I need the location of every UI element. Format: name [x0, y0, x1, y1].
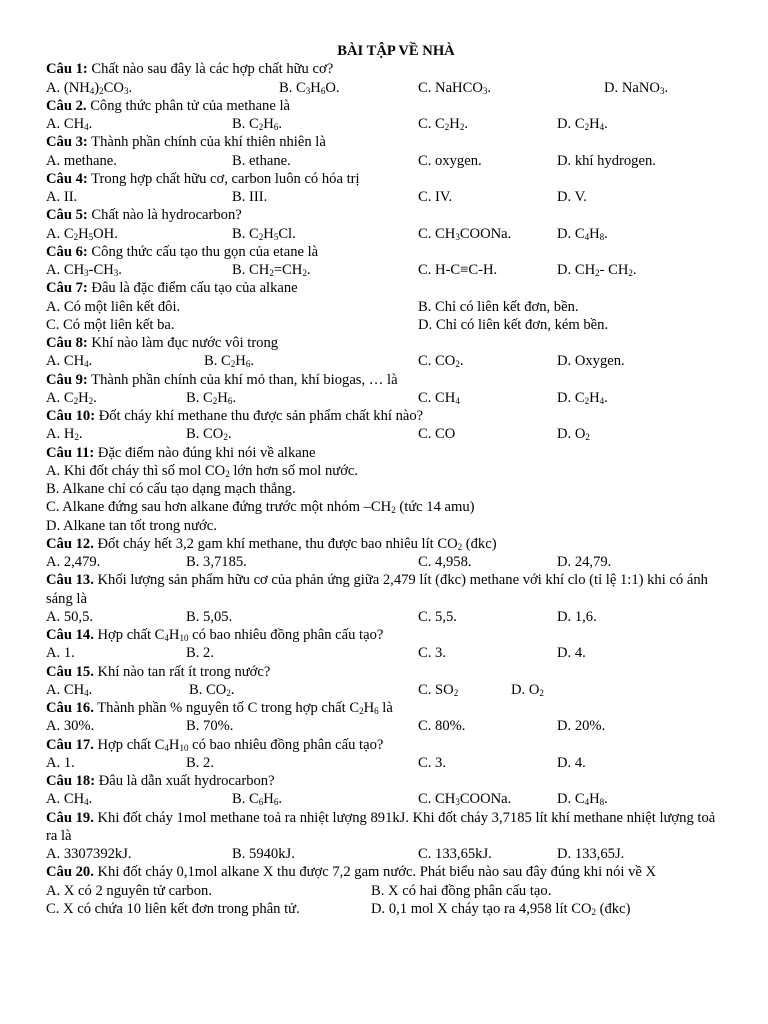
answer-option-d: D. $O_2$ — [511, 681, 544, 698]
answer-option-b: B. $C_2H_6$. — [186, 389, 236, 406]
question-label: Câu 18: — [46, 773, 96, 789]
question-label: Câu 4: — [46, 170, 88, 187]
answer-option-b: B. 5940kJ. — [232, 846, 295, 862]
question-text: Khi đốt cháy 1mol methane toả ra nhiệt lượng 891kJ. Khi đốt cháy 3,7185 lít khí methane nhiệt lượng toả ra là — [46, 809, 716, 844]
options-row — [46, 115, 726, 133]
answer-option-c: C. NaHCO$_3$. — [418, 79, 492, 96]
answer-option-c: C. $CH_3COONa$. — [418, 225, 512, 242]
answer-option-b: B. $CO_2$. — [189, 681, 235, 698]
answer-option-d: D. 1,6. — [557, 608, 597, 625]
question-13 — [46, 571, 726, 608]
answer-option-b: B. 3,7185. — [186, 554, 247, 570]
answer-option-d: D. 20%. — [557, 718, 606, 735]
question-text: Khí nào làm đục nước vôi trong — [87, 335, 279, 351]
question-10 — [46, 407, 726, 425]
question-8 — [46, 334, 726, 352]
question-text: Khối lượng sản phẩm hữu cơ của phản ứng giữa 2,479 lít (đkc) methane với khí clo (tỉ lệ 1:1) khi có ánh sáng là — [46, 572, 708, 607]
question-text: Chất nào sau đây là các hợp chất hữu cơ? — [87, 61, 334, 78]
answer-option-d: D. 4. — [557, 645, 586, 662]
options-row — [46, 425, 726, 443]
question-1 — [46, 60, 726, 78]
answer-option-a: A. $CH_4$. — [46, 791, 93, 808]
answer-option-b: B. 2. — [186, 645, 214, 662]
question-16 — [46, 699, 726, 717]
question-text: Công thức phân tử của methane là — [86, 97, 290, 114]
question-text: Chất nào là hydrocarbon? — [87, 207, 242, 224]
question-label: Câu 19. — [46, 809, 94, 826]
answer-option-c: C. $CH_4$ — [418, 389, 460, 406]
answer-option-a: A. 1. — [46, 754, 75, 771]
options-row — [46, 389, 726, 407]
answer-option-d: D. $C_2H_4$. — [557, 389, 608, 406]
answer-option-c: C. 5,5. — [418, 608, 457, 625]
answer-option-a: A. methane. — [46, 152, 117, 169]
question-14 — [46, 626, 726, 644]
answer-option-d: D. khí hydrogen. — [557, 152, 656, 169]
question-text: Đốt cháy khí methane thu được sản phẩm chất khí nào? — [95, 408, 424, 424]
options-row — [46, 882, 726, 900]
answer-option-a: A. $C_2H_2$. — [46, 389, 97, 406]
question-label: Câu 2. — [46, 97, 87, 114]
options-row — [46, 225, 726, 243]
question-17 — [46, 736, 726, 754]
options-row — [46, 480, 726, 498]
exercise-sheet — [46, 42, 726, 918]
answer-option-b: B. $CH_2=CH_2$. — [232, 262, 311, 278]
answer-option-b: B. $C_6H_6$. — [232, 791, 282, 808]
question-label: Câu 3: — [46, 134, 88, 151]
question-text: Đâu là dẫn xuất hydrocarbon? — [95, 773, 275, 789]
answer-option-b: B. $C_3H_6O$. — [279, 79, 340, 96]
answer-option-d: D. Oxygen. — [557, 353, 625, 370]
question-4 — [46, 170, 726, 188]
options-row — [46, 845, 726, 863]
question-5 — [46, 206, 726, 224]
answer-option-b: B. Chỉ có liên kết đơn, bền. — [418, 298, 579, 315]
question-label: Câu 11: — [46, 444, 95, 461]
answer-option-b: B. $CO_2$. — [186, 426, 232, 443]
question-label: Câu 17. — [46, 736, 94, 753]
question-2 — [46, 97, 726, 115]
question-19 — [46, 809, 726, 846]
question-label: Câu 10: — [46, 408, 96, 424]
page-title: BÀI TẬP VỀ NHÀ — [337, 43, 455, 59]
answer-option-d: D. V. — [557, 189, 587, 205]
answer-option-c: C. CO — [418, 426, 456, 443]
options-row — [46, 498, 726, 516]
answer-option-a: A. Khi đốt cháy thì số mol $CO_2$ lớn hơn số mol nước. — [46, 462, 359, 479]
answer-option-d: D. NaNO$_3$. — [604, 79, 669, 96]
answer-option-a: A. $H_2$. — [46, 426, 83, 443]
answer-option-a: A. 1. — [46, 645, 75, 662]
question-label: Câu 6: — [46, 243, 88, 260]
question-label: Câu 20. — [46, 864, 94, 881]
options-row — [46, 900, 726, 918]
answer-option-c: C. 4,958. — [418, 554, 472, 570]
answer-option-a: A. $CH_4$. — [46, 116, 93, 132]
question-text: Đốt cháy hết 3,2 gam khí methane, thu được bao nhiêu lít $CO_2$ (đkc) — [93, 535, 497, 552]
answer-option-d: D. 24,79. — [557, 554, 612, 570]
options-row — [46, 681, 726, 699]
answer-option-a: A. $CH_3-CH_3$. — [46, 262, 122, 278]
question-label: Câu 16. — [46, 700, 94, 716]
question-label: Câu 7: — [46, 280, 88, 297]
question-label: Câu 9: — [46, 371, 88, 388]
answer-option-a: A. $(NH_4)_2CO_3$. — [46, 79, 133, 96]
answer-option-b: B. 2. — [186, 754, 214, 771]
answer-option-a: A. 3307392kJ. — [46, 846, 132, 862]
answer-option-a: A. Có một liên kết đôi. — [46, 298, 181, 315]
answer-option-c: C. X có chứa 10 liên kết đơn trong phân tử. — [46, 900, 300, 917]
answer-option-b: B. $C_2H_6$. — [204, 353, 254, 370]
question-label: Câu 15. — [46, 663, 94, 680]
question-7 — [46, 279, 726, 297]
question-text: Công thức cấu tạo thu gọn của etane là — [87, 243, 319, 260]
answer-option-b: B. $C_2H_5Cl$. — [232, 225, 296, 242]
options-row — [46, 717, 726, 735]
question-text: Hợp chất $C_4H_{10}$ có bao nhiêu đồng phân cấu tạo? — [93, 627, 384, 643]
options-row — [46, 462, 726, 480]
answer-option-c: C. $C_2H_2$. — [418, 116, 468, 132]
answer-option-b: B. $C_2H_6$. — [232, 116, 282, 132]
answer-option-b: B. 70%. — [186, 718, 234, 735]
question-12 — [46, 535, 726, 553]
question-15 — [46, 663, 726, 681]
question-20 — [46, 863, 726, 881]
answer-option-c: C. oxygen. — [418, 152, 482, 169]
question-18 — [46, 772, 726, 790]
options-row — [46, 352, 726, 370]
question-label: Câu 14. — [46, 627, 94, 643]
question-label: Câu 8: — [46, 335, 88, 351]
answer-option-c: C. 3. — [418, 754, 446, 771]
answer-option-c: C. IV. — [418, 189, 453, 205]
answer-option-c: C. H-C≡C-H. — [418, 262, 498, 278]
question-9 — [46, 371, 726, 389]
answer-option-a: A. II. — [46, 189, 78, 205]
answer-option-c: C. $CH_3COONa$. — [418, 791, 512, 808]
question-label: Câu 13. — [46, 572, 94, 589]
options-row — [46, 79, 726, 97]
answer-option-b: B. 5,05. — [186, 608, 233, 625]
question-label: Câu 12. — [46, 535, 94, 552]
answer-option-a: A. 2,479. — [46, 554, 101, 570]
answer-option-a: A. 30%. — [46, 718, 95, 735]
answer-option-c: C. 133,65kJ. — [418, 846, 492, 862]
options-row — [46, 644, 726, 662]
answer-option-c: C. Alkane đứng sau hơn alkane đứng trước một nhóm $-CH_2$ (tức 14 amu) — [46, 499, 475, 516]
answer-option-d: D. Alkane tan tốt trong nước. — [46, 517, 217, 534]
answer-option-d: D. 4. — [557, 754, 586, 771]
question-text: Thành phần chính của khí thiên nhiên là — [87, 134, 326, 151]
question-text: Thành phần chính của khí mỏ than, khí biogas, … là — [87, 371, 398, 388]
answer-option-d: D. 133,65J. — [557, 846, 625, 862]
options-row — [46, 754, 726, 772]
answer-option-b: B. III. — [232, 189, 268, 205]
answer-option-c: C. 3. — [418, 645, 446, 662]
options-row — [46, 517, 726, 535]
options-row — [46, 188, 726, 206]
answer-option-a: A. $CH_4$. — [46, 681, 93, 698]
options-row — [46, 298, 726, 316]
answer-option-d: D. $C_2H_4$. — [557, 116, 608, 132]
answer-option-a: A. X có 2 nguyên tử carbon. — [46, 882, 212, 899]
question-label: Câu 1: — [46, 61, 88, 78]
options-row — [46, 261, 726, 279]
answer-option-d: D. $O_2$ — [557, 426, 590, 443]
question-3 — [46, 133, 726, 151]
answer-option-a: A. $CH_4$. — [46, 353, 93, 370]
answer-option-c: C. $CO_2$. — [418, 353, 464, 370]
answer-option-d: D. 0,1 mol X cháy tạo ra 4,958 lít $CO_2$ (đkc) — [371, 900, 631, 917]
question-list — [46, 60, 726, 918]
answer-option-d: D. $C_4H_8$. — [557, 791, 608, 808]
question-text: Hợp chất $C_4H_{10}$ có bao nhiêu đồng phân cấu tạo? — [93, 736, 384, 753]
question-6 — [46, 243, 726, 261]
answer-option-b: B. Alkane chỉ có cấu tạo dạng mạch thẳng. — [46, 481, 296, 497]
answer-option-b: B. X có hai đồng phân cấu tạo. — [371, 882, 552, 899]
question-label: Câu 5: — [46, 207, 88, 224]
answer-option-d: D. $C_4H_8$. — [557, 225, 608, 242]
answer-option-d: D. $CH_2-$ $CH_2$. — [557, 262, 637, 278]
question-text: Khí nào tan rất ít trong nước? — [93, 663, 271, 680]
question-text: Thành phần % nguyên tố C trong hợp chất $C_2H_6$ là — [93, 700, 393, 716]
answer-option-a: A. $C_2H_5OH$. — [46, 225, 118, 242]
answer-option-b: B. ethane. — [232, 152, 291, 169]
answer-option-a: A. 50,5. — [46, 608, 94, 625]
answer-option-d: D. Chỉ có liên kết đơn, kém bền. — [418, 316, 609, 333]
options-row — [46, 790, 726, 808]
answer-option-c: C. Có một liên kết ba. — [46, 316, 175, 333]
options-row — [46, 608, 726, 626]
options-row — [46, 316, 726, 334]
question-text: Đâu là đặc điểm cấu tạo của alkane — [87, 280, 298, 297]
answer-option-c: C. $SO_2$ — [418, 681, 459, 698]
question-text: Đặc điểm nào đúng khi nói về alkane — [94, 444, 316, 461]
answer-option-c: C. 80%. — [418, 718, 466, 735]
question-11 — [46, 444, 726, 462]
question-text: Trong hợp chất hữu cơ, carbon luôn có hóa trị — [87, 170, 360, 187]
options-row — [46, 152, 726, 170]
options-row — [46, 553, 726, 571]
question-text: Khi đốt cháy 0,1mol alkane X thu được 7,2 gam nước. Phát biểu nào sau đây đúng khi nói về X — [93, 864, 657, 881]
